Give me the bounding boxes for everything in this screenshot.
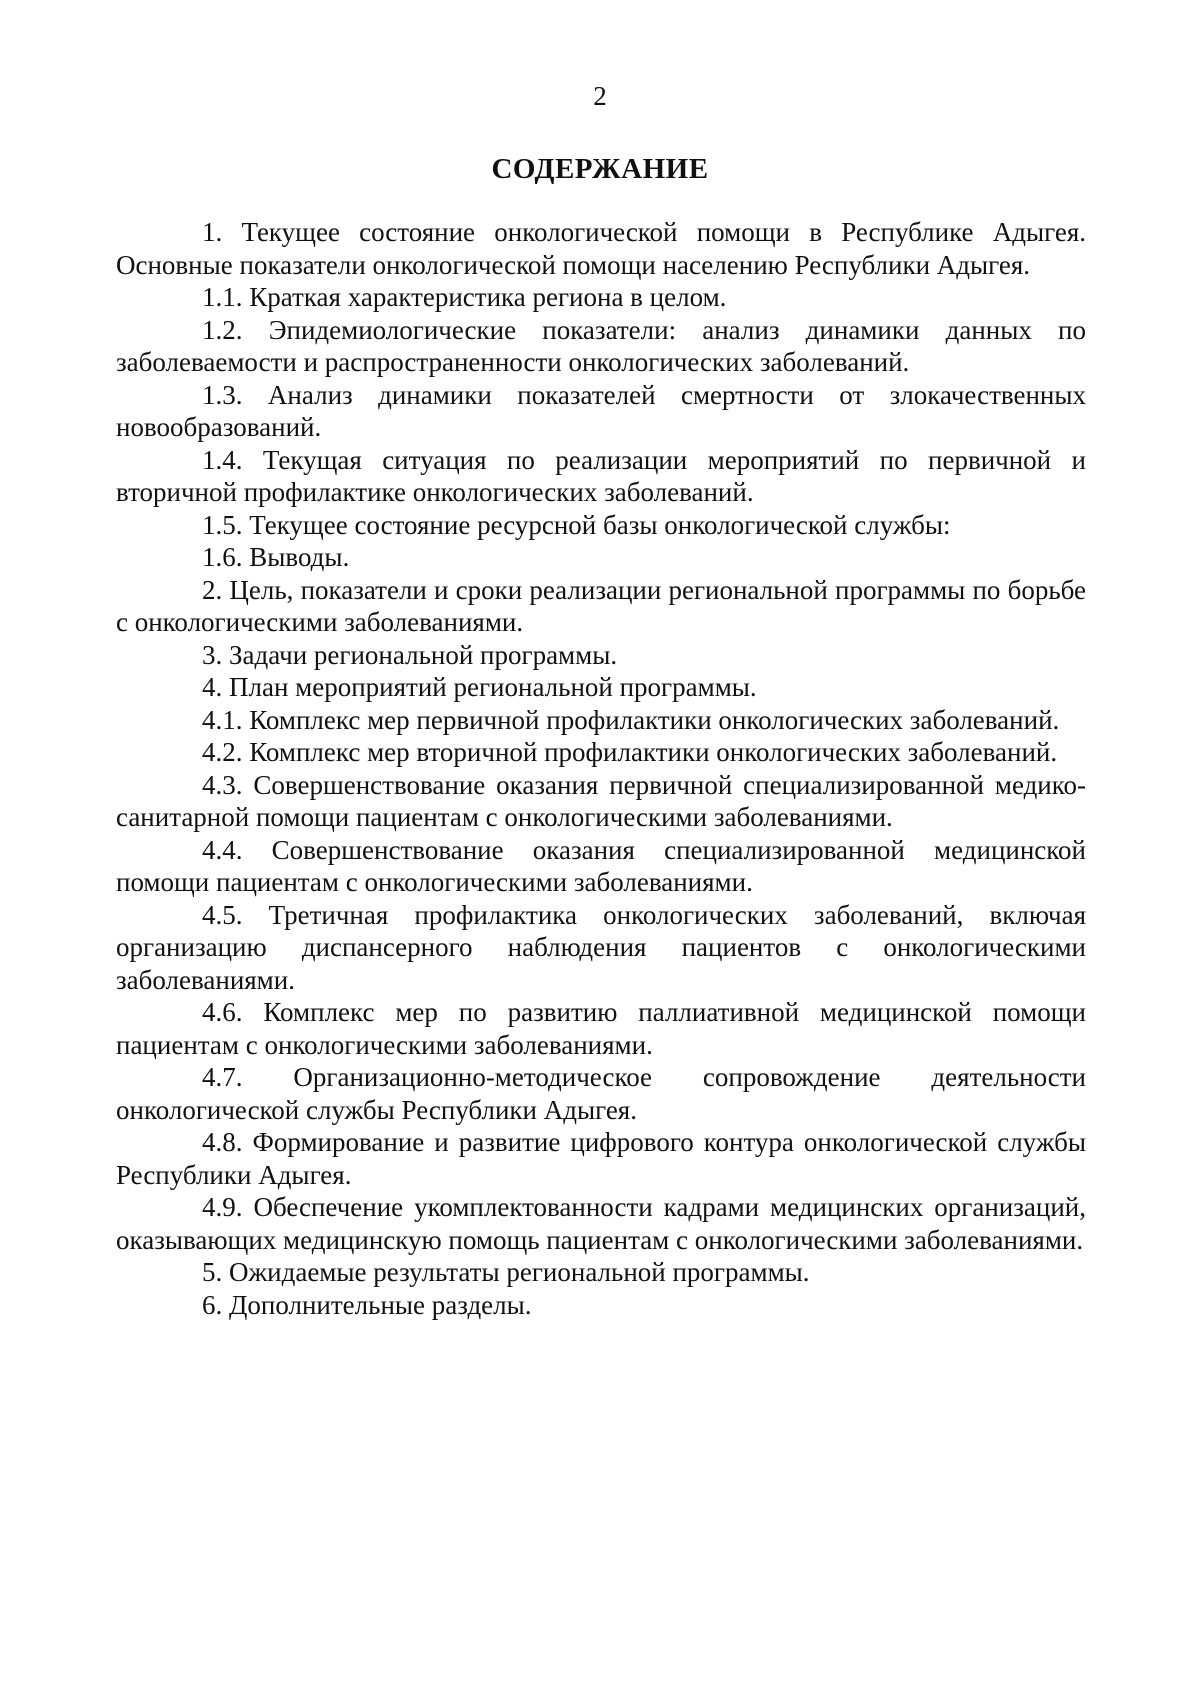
- toc-item: 5. Ожидаемые результаты региональной программы.: [202, 1257, 810, 1287]
- toc-item: 1.1. Краткая характеристика региона в целом.: [202, 282, 727, 312]
- toc-item: 1.3. Анализ динамики показателей смертности от злокачественных новообразований.: [116, 379, 1086, 442]
- toc-item: 2. Цель, показатели и сроки реализации региональной программы по борьбе с онкологическими заболеваниями.: [116, 574, 1086, 637]
- toc-item: 4.5. Третичная профилактика онкологических заболеваний, включая организацию диспансерного наблюдения пациентов с онкологическими заболеваниями.: [116, 899, 1086, 995]
- toc-item: 6. Дополнительные разделы.: [202, 1289, 532, 1320]
- toc-item: 4.4. Совершенствование оказания специализированной медицинской помощи пациентам с онкологическими заболеваниями.: [116, 834, 1086, 897]
- toc-item: 4.3. Совершенствование оказания первичной специализированной медико-санитарной помощи пациентам с онкологическими заболеваниями.: [116, 769, 1086, 832]
- toc-item: 1. Текущее состояние онкологической помощи в Республике Адыгея. Основные показатели онкологической помощи населению Республики Адыгея.: [116, 217, 1086, 280]
- toc-item: 1.2. Эпидемиологические показатели: анализ динамики данных по заболеваемости и распространенности онкологических заболеваний.: [116, 314, 1086, 377]
- toc-item: 4.2. Комплекс мер вторичной профилактики онкологических заболеваний.: [202, 737, 1058, 767]
- toc-item: 1.4. Текущая ситуация по реализации мероприятий по первичной и вторичной профилактике онкологических заболеваний.: [116, 444, 1086, 507]
- toc-item: 1.5. Текущее состояние ресурсной базы онкологической службы:: [202, 509, 951, 540]
- toc-item: 4.8. Формирование и развитие цифрового контура онкологической службы Республики Адыгея.: [116, 1127, 1086, 1190]
- toc-item: 4.6. Комплекс мер по развитию паллиативной медицинской помощи пациентам с онкологическими заболеваниями.: [116, 997, 1086, 1060]
- toc-item: 4. План мероприятий региональной программы.: [202, 672, 757, 702]
- page-number: 2: [593, 81, 607, 111]
- toc-item: 1.6. Выводы.: [202, 542, 350, 572]
- table-of-contents: [116, 216, 1086, 1321]
- toc-item: 4.1. Комплекс мер первичной профилактики онкологических заболеваний.: [202, 704, 1060, 735]
- toc-item: 4.7. Организационно-методическое сопровождение деятельности онкологической службы Республики Адыгея.: [116, 1062, 1086, 1125]
- toc-item: 3. Задачи региональной программы.: [202, 639, 618, 670]
- toc-item: 4.9. Обеспечение укомплектованности кадрами медицинских организаций, оказывающих медицинскую помощь пациентам с онкологическими заболеваниями.: [116, 1192, 1086, 1255]
- page-title: СОДЕРЖАНИЕ: [491, 153, 709, 185]
